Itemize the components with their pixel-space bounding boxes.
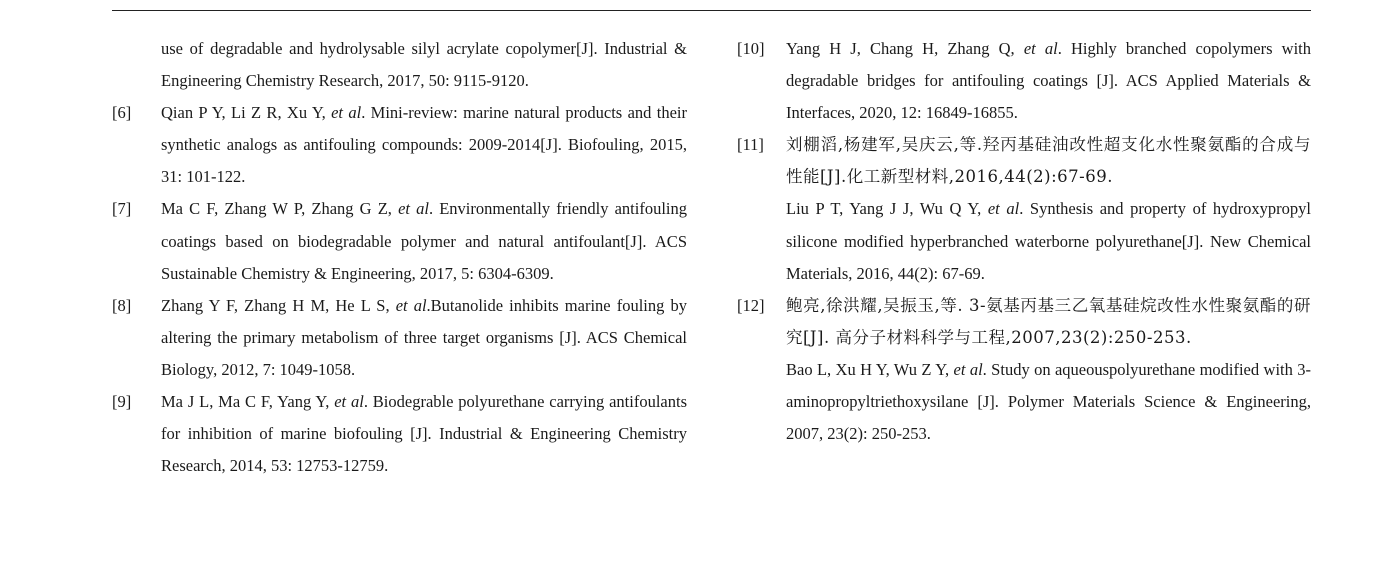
reference-number: [6] (112, 103, 132, 123)
reference-text: Ma C F, Zhang W P, Zhang G Z, et al. Environmentally friendly antifouling coatings based on biodegradable polymer and natural antifoulant[J]. ACS Sustainable Chemistry & Engineering, 2017, 5: 6304-6309. (161, 199, 688, 283)
reference-text: Zhang Y F, Zhang H M, He L S, et al.Butanolide inhibits marine fouling by altering the primary metabolism of three target organisms [J]. ACS Chemical Biology, 2012, 7: 1049-1058. (161, 295, 687, 379)
reference-number: [11] (737, 135, 764, 155)
reference-text: Ma J L, Ma C F, Yang Y, et al. Biodegrable polyurethane carrying antifoulants for inhibition of marine biofouling [J]. Industrial & Engineering Chemistry Research, 2014, 53: 12753-12759. (161, 392, 687, 476)
reference-9 (112, 386, 687, 482)
reference-5-continued (112, 33, 687, 97)
reference-7 (112, 193, 687, 289)
reference-text-chinese: 鲍亮,徐洪耀,吴振玉,等. 3-氨基丙基三乙氧基硅烷改性水性聚氨酯的研究[J]. 高分子材料科学与工程,2007,23(2):250-253. (786, 295, 1311, 347)
reference-text: Qian P Y, Li Z R, Xu Y, et al. Mini-review: marine natural products and their synthetic analogs as antifouling compounds: 2009-2014[J]. Biofouling, 2015, 31: 101-122. (161, 103, 687, 187)
reference-number: [12] (737, 295, 765, 315)
reference-number: [9] (112, 392, 132, 412)
left-column (112, 33, 687, 482)
reference-number: [8] (112, 295, 132, 315)
reference-number: [10] (737, 39, 765, 58)
reference-6 (112, 97, 687, 193)
reference-text-chinese: 刘棚滔,杨建军,吴庆云,等.羟丙基硅油改性超支化水性聚氨酯的合成与性能[J].化工新型材料,2016,44(2):67-69. (786, 135, 1311, 187)
reference-text-english: Liu P T, Yang J J, Wu Q Y, et al. Synthesis and property of hydroxypropyl silicone modified hyperbranched waterborne polyurethane[J]. New Chemical Materials, 2016, 44(2): 67-69. (786, 199, 1311, 283)
reference-text-english: Bao L, Xu H Y, Wu Z Y, et al. Study on aqueouspolyurethane modified with 3-aminopropyltriethoxysilane [J]. Polymer Materials Science & Engineering, 2007, 23(2): 250-253. (786, 359, 1311, 444)
top-rule (112, 10, 1311, 11)
reference-text: Yang H J, Chang H, Zhang Q, et al. Highly branched copolymers with degradable bridges for antifouling coatings [J]. ACS Applied Materials & Interfaces, 2020, 12: 16849-16855. (786, 39, 1311, 123)
reference-number: [7] (112, 199, 132, 219)
reference-10 (737, 33, 1311, 129)
reference-11 (737, 129, 1311, 289)
reference-12 (737, 290, 1311, 450)
reference-8 (112, 290, 687, 386)
reference-text: use of degradable and hydrolysable silyl acrylate copolymer[J]. Industrial & Engineering Chemistry Research, 2017, 50: 9115-9120. (161, 39, 687, 91)
right-column (737, 33, 1311, 450)
